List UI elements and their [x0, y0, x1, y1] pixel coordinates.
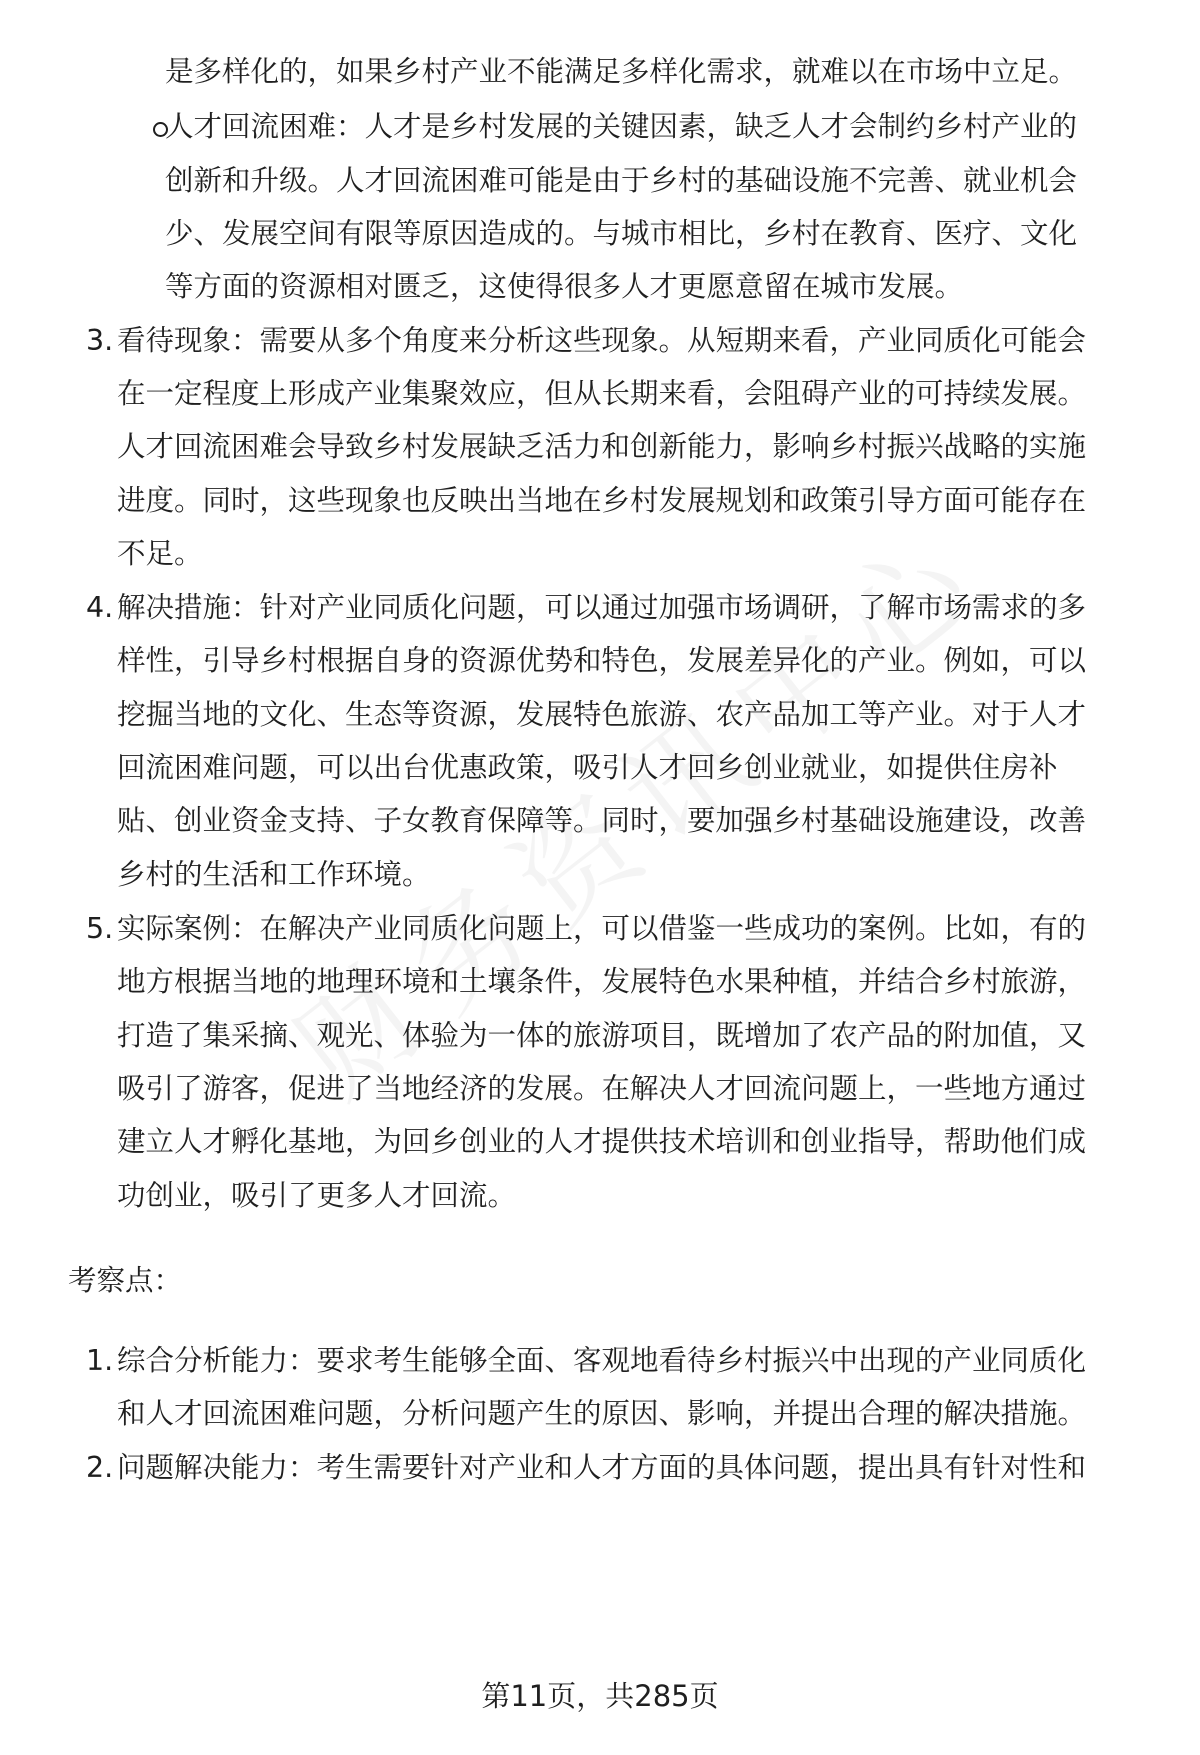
- item-5-line-5: 建立人才孵化基地，为回乡创业的人才提供技术培训和创业指导，帮助他们成: [117, 1125, 1087, 1158]
- item-3-line-5: 不足。: [117, 537, 203, 570]
- item-5-number: 5.: [86, 912, 114, 945]
- item-5-line-3: 打造了集采摘、观光、体验为一体的旅游项目，既增加了农产品的附加值，又: [117, 1019, 1087, 1052]
- item-3-line-4: 进度。同时，这些现象也反映出当地在乡村发展规划和政策引导方面可能存在: [117, 484, 1087, 517]
- section-title: 考察点：: [68, 1264, 183, 1297]
- prev-bullet-line: 是多样化的，如果乡村产业不能满足多样化需求，就难以在市场中立足。: [165, 55, 1078, 88]
- talent-line-2: 创新和升级。人才回流困难可能是由于乡村的基础设施不完善、就业机会: [165, 164, 1078, 197]
- exam-point-1-line-2: 和人才回流困难问题，分析问题产生的原因、影响，并提出合理的解决措施。: [117, 1397, 1087, 1430]
- item-3-line-2: 在一定程度上形成产业集聚效应，但从长期来看，会阻碍产业的可持续发展。: [117, 377, 1087, 410]
- item-5-line-2: 地方根据当地的地理环境和土壤条件，发展特色水果种植，并结合乡村旅游，: [117, 965, 1087, 998]
- exam-point-1-number: 1.: [86, 1344, 114, 1377]
- item-3-line-1: 看待现象：需要从多个角度来分析这些现象。从短期来看，产业同质化可能会: [117, 324, 1087, 357]
- item-3-line-3: 人才回流困难会导致乡村发展缺乏活力和创新能力，影响乡村振兴战略的实施: [117, 430, 1087, 463]
- item-4-line-1: 解决措施：针对产业同质化问题，可以通过加强市场调研，了解市场需求的多: [117, 591, 1087, 624]
- item-4-line-6: 乡村的生活和工作环境。: [117, 858, 431, 891]
- item-4-line-2: 样性，引导乡村根据自身的资源优势和特色，发展差异化的产业。例如，可以: [117, 644, 1087, 677]
- exam-point-1-line-1: 综合分析能力：要求考生能够全面、客观地看待乡村振兴中出现的产业同质化: [117, 1344, 1087, 1377]
- item-4-line-3: 挖掘当地的文化、生态等资源，发展特色旅游、农产品加工等产业。对于人才: [117, 698, 1087, 731]
- page-number-footer: 第11页，共285页: [481, 1679, 719, 1713]
- item-4-line-5: 贴、创业资金支持、子女教育保障等。同时，要加强乡村基础设施建设，改善: [117, 804, 1087, 837]
- item-5-line-4: 吸引了游客，促进了当地经济的发展。在解决人才回流问题上，一些地方通过: [117, 1072, 1087, 1105]
- item-4-number: 4.: [86, 591, 114, 624]
- talent-line-3: 少、发展空间有限等原因造成的。与城市相比，乡村在教育、医疗、文化: [165, 217, 1078, 250]
- item-5-line-6: 功创业，吸引了更多人才回流。: [117, 1179, 517, 1212]
- exam-point-2-number: 2.: [86, 1451, 114, 1484]
- exam-point-2-line-1: 问题解决能力：考生需要针对产业和人才方面的具体问题，提出具有针对性和: [117, 1451, 1087, 1484]
- item-5-line-1: 实际案例：在解决产业同质化问题上，可以借鉴一些成功的案例。比如，有的: [117, 912, 1087, 945]
- item-4-line-4: 回流困难问题，可以出台优惠政策，吸引人才回乡创业就业，如提供住房补: [117, 751, 1058, 784]
- talent-line-1: 人才回流困难：人才是乡村发展的关键因素，缺乏人才会制约乡村产业的: [165, 110, 1078, 143]
- talent-line-4: 等方面的资源相对匮乏，这使得很多人才更愿意留在城市发展。: [165, 270, 964, 303]
- item-3-number: 3.: [86, 324, 114, 357]
